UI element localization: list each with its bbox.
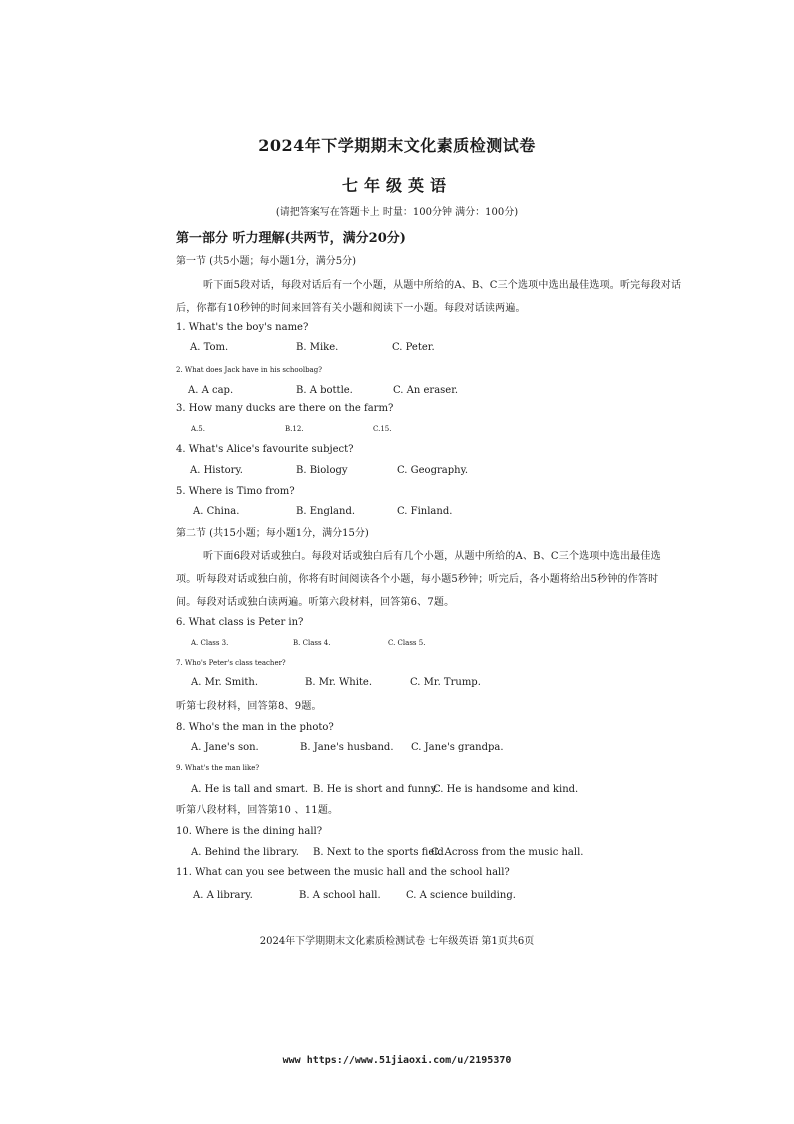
q7-option-c: C. Mr. Trump.	[410, 677, 481, 688]
watermark-url: www https://www.51jiaoxi.com/u/2195370	[282, 1055, 512, 1066]
question-11: 11. What can you see between the music hall and the school hall?	[176, 867, 510, 878]
q5-option-c: C. Finland.	[397, 506, 453, 517]
q7-option-a: A. Mr. Smith.	[191, 677, 259, 688]
q1-option-b: B. Mike.	[296, 342, 339, 353]
section2-instruction-line2: 项。听每段对话或独白前，你将有时间阅读各个小题，每小题5秒钟；听完后，各小题将给出5秒钟的作答时	[176, 574, 659, 585]
question-7: 7. Who's Peter's class teacher?	[176, 659, 286, 667]
q10-option-c: C. Across from the music hall.	[431, 847, 584, 858]
q8-option-a: A. Jane's son.	[191, 742, 259, 753]
section1-title: 第一节 (共5小题；每小题1分，满分5分)	[176, 256, 357, 267]
q3-option-b: B.12.	[285, 425, 304, 433]
note-questions-8-9: 听第七段材料，回答第8、9题。	[176, 701, 322, 712]
q7-option-b: B. Mr. White.	[305, 677, 373, 688]
q8-option-c: C. Jane's grandpa.	[411, 742, 504, 753]
exam-subtitle: 七年级英语	[341, 176, 452, 195]
question-5: 5. Where is Timo from?	[176, 486, 295, 497]
q2-option-b: B. A bottle.	[296, 385, 353, 396]
q1-option-c: C. Peter.	[392, 342, 435, 353]
q5-option-b: B. England.	[296, 506, 356, 517]
q2-option-a: A. A cap.	[188, 385, 234, 396]
exam-title: 2024年下学期期末文化素质检测试卷	[258, 136, 536, 155]
q9-option-a: A. He is tall and smart.	[191, 784, 308, 795]
q6-option-c: C. Class 5.	[388, 639, 426, 647]
q6-option-b: B. Class 4.	[293, 639, 331, 647]
q11-option-c: C. A science building.	[406, 890, 516, 901]
q3-option-a: A.5.	[191, 425, 205, 433]
q4-option-c: C. Geography.	[397, 465, 469, 476]
page-footer: 2024年下学期期末文化素质检测试卷 七年级英语 第1页共6页	[259, 936, 535, 947]
section2-instruction-line1: 听下面6段对话或独白。每段对话或独白后有几个小题，从题中所给的A、B、C三个选项中选出最佳选	[203, 551, 661, 562]
q4-option-a: A. History.	[190, 465, 243, 476]
question-8: 8. Who's the man in the photo?	[176, 722, 334, 733]
q6-option-a: A. Class 3.	[191, 639, 229, 647]
note-questions-10-11: 听第八段材料，回答第10 、11题。	[176, 805, 339, 816]
question-1: 1. What's the boy's name?	[176, 322, 309, 333]
question-2: 2. What does Jack have in his schoolbag?	[176, 366, 322, 374]
q9-option-c: C. He is handsome and kind.	[433, 784, 579, 795]
q10-option-b: B. Next to the sports field.	[313, 847, 448, 858]
question-9: 9. What's the man like?	[176, 764, 260, 772]
question-6: 6. What class is Peter in?	[176, 617, 304, 628]
section2-instruction-line3: 间。每段对话或独白读两遍。听第六段材料，回答第6、7题。	[176, 597, 455, 608]
exam-note: (请把答案写在答题卡上 时量：100分钟 满分：100分)	[275, 207, 519, 218]
q1-option-a: A. Tom.	[190, 342, 229, 353]
section1-instruction-line2: 后，你都有10秒钟的时间来回答有关小题和阅读下一小题。每段对话读两遍。	[176, 303, 526, 314]
section2-title: 第二节 (共15小题；每小题1分，满分15分)	[176, 528, 369, 539]
question-3: 3. How many ducks are there on the farm?	[176, 403, 394, 414]
q2-option-c: C. An eraser.	[393, 385, 459, 396]
q4-option-b: B. Biology	[296, 465, 348, 476]
q3-option-c: C.15.	[373, 425, 392, 433]
q9-option-b: B. He is short and funny.	[313, 784, 439, 795]
question-4: 4. What's Alice's favourite subject?	[176, 444, 354, 455]
q11-option-a: A. A library.	[193, 890, 253, 901]
question-10: 10. Where is the dining hall?	[176, 826, 323, 837]
q5-option-a: A. China.	[193, 506, 240, 517]
part1-title: 第一部分 听力理解(共两节，满分20分)	[176, 231, 406, 246]
section1-instruction-line1: 听下面5段对话，每段对话后有一个小题，从题中所给的A、B、C三个选项中选出最佳选项。听完每段对话	[203, 280, 682, 291]
q11-option-b: B. A school hall.	[299, 890, 381, 901]
q8-option-b: B. Jane's husband.	[300, 742, 394, 753]
q10-option-a: A. Behind the library.	[191, 847, 299, 858]
